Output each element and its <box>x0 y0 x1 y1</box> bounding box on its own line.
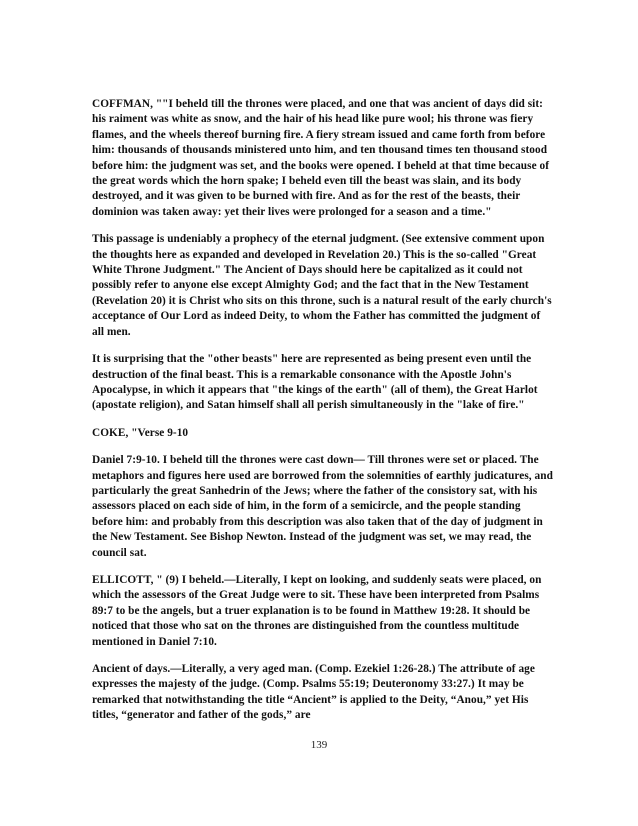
paragraph-ellicott-commentary: ELLICOTT, " (9) I beheld.—Literally, I kept on looking, and suddenly seats were placed, on which the assessors of the Great Judge were to sit. These have been interpreted from Psalms 89:7 to be the angels, but a truer explanation is to be found in Matthew 19:28. It should be noticed that those who sat on the thrones are distinguished from the countless multitude mentioned in Daniel 7:10. <box>92 573 542 648</box>
document-body <box>92 97 554 736</box>
paragraph-ancient-of-days: Ancient of days.—Literally, a very aged man. (Comp. Ezekiel 1:26-28.) The attribute of age expresses the majesty of the judge. (Comp. Psalms 55:19; Deuteronomy 33:27.) It may be remarked that notwithstanding the title “Ancient” is applied to the Deity, “Anou,” yet His titles, “generator and father of the gods,” are <box>92 663 535 722</box>
paragraph-coffman-other-beasts: It is surprising that the "other beasts" here are represented as being present even until the destruction of the final beast. This is a remarkable consonance with the Apostle John's Apocalypse, in which it appears that "the kings of the earth" (all of them), the Great Harlot (apostate religion), and Satan himself shall all perish simultaneously in the "lake of fire." <box>92 353 538 412</box>
paragraph-coffman-quote: COFFMAN, ""I beheld till the thrones were placed, and one that was ancient of days did sit: his raiment was white as snow, and the hair of his head like pure wool; his throne was fiery flames, and the wheels thereof burning fire. A fiery stream issued and came forth from before him: thousands of thousands ministered unto him, and ten thousand times ten thousand stood before him: the judgment was set, and the books were opened. I beheld at that time because of the great words which the horn spake; I beheld even till the beast was slain, and its body destroyed, and it was given to be burned with fire. And as for the rest of the beasts, their dominion was taken away: yet their lives were prolonged for a season and a time." <box>92 98 550 218</box>
paragraph-coke-commentary: Daniel 7:9-10. I beheld till the thrones were cast down— Till thrones were set or placed. The metaphors and figures here used are borrowed from the solemnities of earthly judicatures, and particularly the great Sanhedrin of the Jews; where the father of the consistory sat, with his assessors placed on each side of him, in the form of a semicircle, and the people standing before him: and probably from this description was also taken that of the day of judgment in the New Testament. See Bishop Newton. Instead of the judgment was set, we may read, the council sat. <box>92 454 553 559</box>
paragraph-coke-heading: COKE, "Verse 9-10 <box>92 426 189 439</box>
paragraph-coffman-commentary: This passage is undeniably a prophecy of the eternal judgment. (See extensive comment upon the thoughts here as expanded and developed in Revelation 20.) This is the so-called "Great White Throne Judgment." The Ancient of Days should here be capitalized as it could not possibly refer to anyone else except Almighty God; and the fact that in the New Testament (Revelation 20) it is Christ who sits on this throne, such is a natural result of the early church's acceptance of Our Lord as indeed Deity, to whom the Father has committed the judgment of all men. <box>92 233 552 338</box>
page-number: 139 <box>310 739 328 751</box>
